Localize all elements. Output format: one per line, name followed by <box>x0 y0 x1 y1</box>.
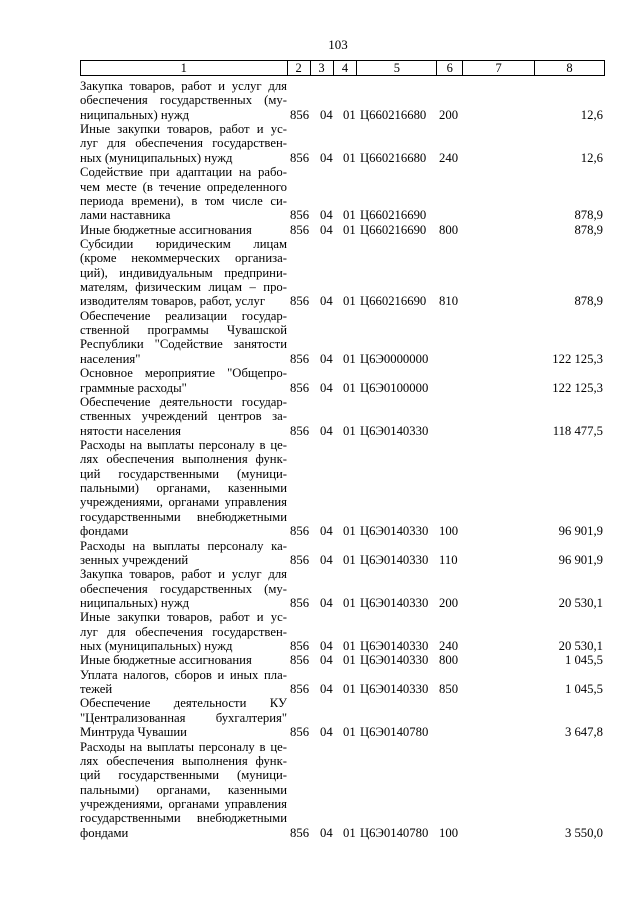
expense-type-cell: 240 <box>439 639 459 654</box>
subsection-cell: 01 <box>343 423 356 438</box>
description-line: Закупка товаров, работ и услуг для <box>80 79 287 93</box>
column-7-cell <box>463 639 535 653</box>
section-cell: 04 <box>320 150 333 165</box>
section-cell: 04 <box>320 208 333 223</box>
description-line: чем месте (в течение определенного <box>80 179 287 194</box>
description-line: лях обеспечения выполнения функ- <box>80 452 287 467</box>
target-item-cell: Ц660216690 <box>360 222 427 237</box>
subsection-cell: 01 <box>343 380 356 395</box>
column-7-cell <box>463 682 535 696</box>
description-line: учреждениями, органами управления <box>80 495 287 510</box>
expense-type-cell <box>437 424 463 438</box>
expense-type-cell <box>437 208 463 222</box>
expense-type-cell <box>437 381 463 395</box>
description-line: пальными) органами, казенными <box>80 782 287 797</box>
description-line: лами наставника <box>80 208 171 223</box>
amount-cell: 122 125,3 <box>552 351 603 366</box>
description-line: лях обеспечения выполнения функ- <box>80 753 287 768</box>
section-cell: 04 <box>320 595 333 610</box>
column-header-5: 5 <box>357 61 437 75</box>
department-code-cell: 856 <box>290 639 310 654</box>
department-code-cell: 856 <box>290 294 310 309</box>
description-line: Субсидии юридическим лицам <box>80 236 287 251</box>
expense-type-cell: 100 <box>439 524 459 539</box>
description-line: обеспечения государственных (му- <box>80 93 287 108</box>
section-cell: 04 <box>320 380 333 395</box>
department-code-cell: 856 <box>290 150 310 165</box>
department-code-cell: 856 <box>290 682 310 697</box>
description-line: ственных учреждений центров за- <box>80 409 287 424</box>
table-row <box>80 395 605 438</box>
table-row <box>80 122 605 165</box>
table-header-row <box>80 60 605 76</box>
table-row <box>80 668 605 697</box>
department-code-cell: 856 <box>290 524 310 539</box>
description-cell <box>80 696 287 739</box>
column-7-cell <box>463 826 535 840</box>
target-item-cell: Ц6Э0140330 <box>360 595 429 610</box>
amount-cell: 118 477,5 <box>552 423 603 438</box>
description-line: Обеспечение реализации государ- <box>80 308 287 323</box>
table-row <box>80 610 605 653</box>
description-line: ниципальных) нужд <box>80 595 190 610</box>
section-cell: 04 <box>320 524 333 539</box>
description-line: ных (муниципальных) нужд <box>80 150 233 165</box>
expense-type-cell: 110 <box>439 552 458 567</box>
description-line: Расходы на выплаты персоналу в це- <box>80 437 287 452</box>
expense-type-cell: 810 <box>439 294 459 309</box>
table-row <box>80 539 605 568</box>
amount-cell: 878,9 <box>574 208 603 223</box>
expense-type-cell: 240 <box>439 150 459 165</box>
table-row <box>80 366 605 395</box>
expense-type-cell: 850 <box>439 682 459 697</box>
description-line: Обеспечение деятельности государ- <box>80 394 287 409</box>
column-header-7: 7 <box>463 61 535 75</box>
target-item-cell: Ц6Э0140330 <box>360 524 429 539</box>
department-code-cell: 856 <box>290 825 310 840</box>
target-item-cell: Ц660216680 <box>360 107 427 122</box>
description-line: ций государственными (муници- <box>80 466 287 481</box>
subsection-cell: 01 <box>343 825 356 840</box>
description-cell <box>80 122 287 165</box>
column-7-cell <box>463 725 535 739</box>
description-line: пальными) органами, казенными <box>80 481 287 496</box>
section-cell: 04 <box>320 351 333 366</box>
amount-cell: 12,6 <box>580 107 603 122</box>
column-header-1: 1 <box>81 61 288 75</box>
description-line: Содействие при адаптации на рабо- <box>80 165 287 180</box>
expense-type-cell: 100 <box>439 825 459 840</box>
description-cell <box>80 668 287 697</box>
amount-cell: 3 550,0 <box>564 825 603 840</box>
amount-cell: 3 647,8 <box>564 725 603 740</box>
description-cell <box>80 653 287 667</box>
subsection-cell: 01 <box>343 653 356 668</box>
description-line: Иные бюджетные ассигнования <box>80 653 252 668</box>
section-cell: 04 <box>320 653 333 668</box>
description-line: Иные закупки товаров, работ и ус- <box>80 122 287 137</box>
subsection-cell: 01 <box>343 222 356 237</box>
column-7-cell <box>463 352 535 366</box>
description-cell <box>80 309 287 366</box>
table-row <box>80 309 605 366</box>
department-code-cell: 856 <box>290 552 310 567</box>
description-line: государственными внебюджетными <box>80 509 287 524</box>
section-cell: 04 <box>320 107 333 122</box>
amount-cell: 12,6 <box>580 150 603 165</box>
target-item-cell: Ц6Э0000000 <box>360 351 429 366</box>
column-7-cell <box>463 381 535 395</box>
target-item-cell: Ц6Э0140780 <box>360 725 429 740</box>
description-line: Закупка товаров, работ и услуг для <box>80 567 287 582</box>
column-7-cell <box>463 151 535 165</box>
description-line: Основное мероприятие "Общепро- <box>80 366 287 381</box>
department-code-cell: 856 <box>290 351 310 366</box>
description-cell <box>80 740 287 841</box>
description-line: Иные бюджетные ассигнования <box>80 222 252 237</box>
department-code-cell: 856 <box>290 653 310 668</box>
target-item-cell: Ц6Э0140330 <box>360 423 429 438</box>
description-cell <box>80 165 287 222</box>
description-cell <box>80 79 287 122</box>
subsection-cell: 01 <box>343 351 356 366</box>
column-7-cell <box>463 294 535 308</box>
amount-cell: 878,9 <box>574 294 603 309</box>
target-item-cell: Ц6Э0140330 <box>360 639 429 654</box>
amount-cell: 1 045,5 <box>564 682 603 697</box>
description-line: Обеспечение деятельности КУ <box>80 696 287 711</box>
description-line: фондами <box>80 825 129 840</box>
subsection-cell: 01 <box>343 639 356 654</box>
description-cell <box>80 366 287 395</box>
expense-type-cell: 800 <box>439 653 459 668</box>
amount-cell: 1 045,5 <box>564 653 603 668</box>
subsection-cell: 01 <box>343 595 356 610</box>
description-line: учреждениями, органами управления <box>80 796 287 811</box>
department-code-cell: 856 <box>290 380 310 395</box>
description-line: зенных учреждений <box>80 552 189 567</box>
column-header-3: 3 <box>311 61 334 75</box>
department-code-cell: 856 <box>290 423 310 438</box>
description-line: Минтруда Чувашии <box>80 725 187 740</box>
column-7-cell <box>463 653 535 667</box>
department-code-cell: 856 <box>290 208 310 223</box>
description-cell <box>80 610 287 653</box>
column-header-4: 4 <box>334 61 358 75</box>
amount-cell: 878,9 <box>574 222 603 237</box>
amount-cell: 122 125,3 <box>552 380 603 395</box>
description-line: граммные расходы" <box>80 380 187 395</box>
section-cell: 04 <box>320 825 333 840</box>
column-7-cell <box>463 108 535 122</box>
subsection-cell: 01 <box>343 208 356 223</box>
target-item-cell: Ц6Э0140330 <box>360 653 429 668</box>
description-line: ных (муниципальных) нужд <box>80 639 233 654</box>
description-line: Расходы на выплаты персоналу в це- <box>80 739 287 754</box>
amount-cell: 96 901,9 <box>558 552 603 567</box>
budget-table <box>80 60 605 840</box>
description-line: ций), индивидуальным предприни- <box>80 265 287 280</box>
subsection-cell: 01 <box>343 294 356 309</box>
column-7-cell <box>463 424 535 438</box>
table-row <box>80 223 605 237</box>
section-cell: 04 <box>320 725 333 740</box>
department-code-cell: 856 <box>290 222 310 237</box>
table-row <box>80 567 605 610</box>
description-cell <box>80 223 287 237</box>
description-line: мателям, физическим лицам – про- <box>80 280 287 295</box>
column-header-2: 2 <box>288 61 311 75</box>
amount-cell: 20 530,1 <box>558 639 603 654</box>
description-line: "Централизованная бухгалтерия" <box>80 710 287 725</box>
target-item-cell: Ц660216690 <box>360 294 427 309</box>
subsection-cell: 01 <box>343 682 356 697</box>
expense-type-cell: 200 <box>439 107 459 122</box>
table-row <box>80 237 605 309</box>
amount-cell: 96 901,9 <box>558 524 603 539</box>
description-line: Расходы на выплаты персоналу ка- <box>80 538 287 553</box>
column-7-cell <box>463 208 535 222</box>
section-cell: 04 <box>320 423 333 438</box>
description-line: тежей <box>80 682 113 697</box>
subsection-cell: 01 <box>343 107 356 122</box>
table-row <box>80 740 605 841</box>
target-item-cell: Ц660216680 <box>360 150 427 165</box>
description-line: обеспечения государственных (му- <box>80 581 287 596</box>
description-cell <box>80 395 287 438</box>
subsection-cell: 01 <box>343 725 356 740</box>
expense-type-cell <box>437 725 463 739</box>
budget-table-body <box>80 79 605 840</box>
department-code-cell: 856 <box>290 725 310 740</box>
description-line: (кроме некоммерческих организа- <box>80 251 287 266</box>
column-header-8: 8 <box>535 61 605 75</box>
target-item-cell: Ц6Э0140330 <box>360 682 429 697</box>
description-cell <box>80 237 287 309</box>
column-7-cell <box>463 223 535 237</box>
column-7-cell <box>463 524 535 538</box>
expense-type-cell: 800 <box>439 222 459 237</box>
description-line: нятости населения <box>80 423 182 438</box>
department-code-cell: 856 <box>290 595 310 610</box>
description-cell <box>80 567 287 610</box>
section-cell: 04 <box>320 222 333 237</box>
description-line: ций государственными (муници- <box>80 768 287 783</box>
amount-cell: 20 530,1 <box>558 595 603 610</box>
target-item-cell: Ц6Э0140330 <box>360 552 429 567</box>
subsection-cell: 01 <box>343 150 356 165</box>
column-7-cell <box>463 596 535 610</box>
page-number: 103 <box>328 37 348 52</box>
description-cell <box>80 539 287 568</box>
description-line: Уплата налогов, сборов и иных пла- <box>80 667 287 682</box>
description-line: луг для обеспечения государствен- <box>80 624 287 639</box>
section-cell: 04 <box>320 294 333 309</box>
description-line: государственными внебюджетными <box>80 811 287 826</box>
subsection-cell: 01 <box>343 524 356 539</box>
description-line: изводителям товаров, работ, услуг <box>80 294 266 309</box>
table-row <box>80 79 605 122</box>
target-item-cell: Ц660216690 <box>360 208 427 223</box>
description-line: фондами <box>80 524 129 539</box>
expense-type-cell <box>437 352 463 366</box>
description-line: периода времени), в том числе си- <box>80 193 287 208</box>
column-header-6: 6 <box>437 61 463 75</box>
target-item-cell: Ц6Э0100000 <box>360 380 429 395</box>
description-line: луг для обеспечения государствен- <box>80 136 287 151</box>
description-line: населения" <box>80 351 141 366</box>
description-line: ственной программы Чувашской <box>80 323 287 338</box>
subsection-cell: 01 <box>343 552 356 567</box>
section-cell: 04 <box>320 682 333 697</box>
expense-type-cell: 200 <box>439 595 459 610</box>
description-cell <box>80 438 287 539</box>
department-code-cell: 856 <box>290 107 310 122</box>
table-row <box>80 438 605 539</box>
description-line: Республики "Содействие занятости <box>80 337 287 352</box>
table-row <box>80 653 605 667</box>
description-line: ниципальных) нужд <box>80 107 190 122</box>
section-cell: 04 <box>320 639 333 654</box>
description-line: Иные закупки товаров, работ и ус- <box>80 610 287 625</box>
table-row <box>80 696 605 739</box>
target-item-cell: Ц6Э0140780 <box>360 825 429 840</box>
section-cell: 04 <box>320 552 333 567</box>
column-7-cell <box>463 553 535 567</box>
table-row <box>80 165 605 222</box>
